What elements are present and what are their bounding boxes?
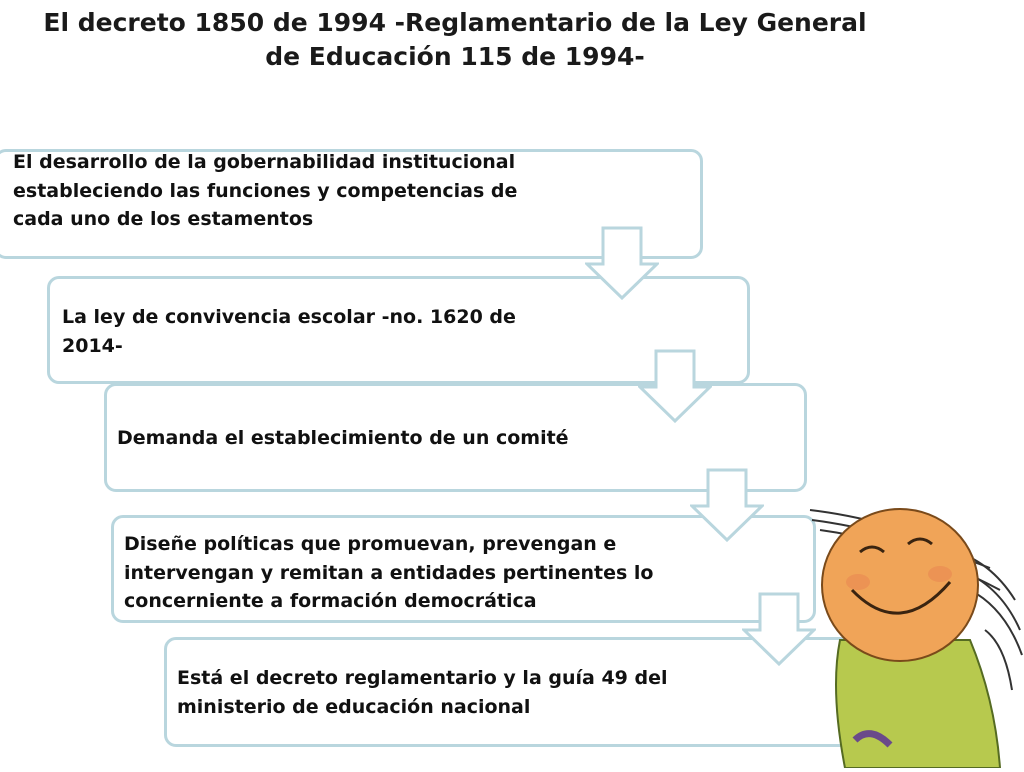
down-arrow-icon [690, 468, 764, 542]
process-step-2-text: La ley de convivencia escolar -no. 1620 de 2014- [62, 306, 516, 357]
slide-title: El decreto 1850 de 1994 -Reglamentario de la Ley General de Educación 115 de 1994- [43, 8, 867, 71]
process-step-5-text: Está el decreto reglamentario y la guía 49 del ministerio de educación nacional [177, 667, 668, 718]
down-arrow-icon [638, 349, 712, 423]
down-arrow-icon [585, 226, 659, 300]
smiling-child-illustration [800, 490, 1024, 772]
process-step-1-text: El desarrollo de la gobernabilidad institucional estableciendo las funciones y competencias de cada uno de los estamentos [13, 151, 518, 230]
process-step-4-text: Diseñe políticas que promuevan, prevengan e intervengan y remitan a entidades pertinentes lo concerniente a formación democrática [124, 533, 654, 612]
process-step-3-text: Demanda el establecimiento de un comité [117, 427, 569, 449]
